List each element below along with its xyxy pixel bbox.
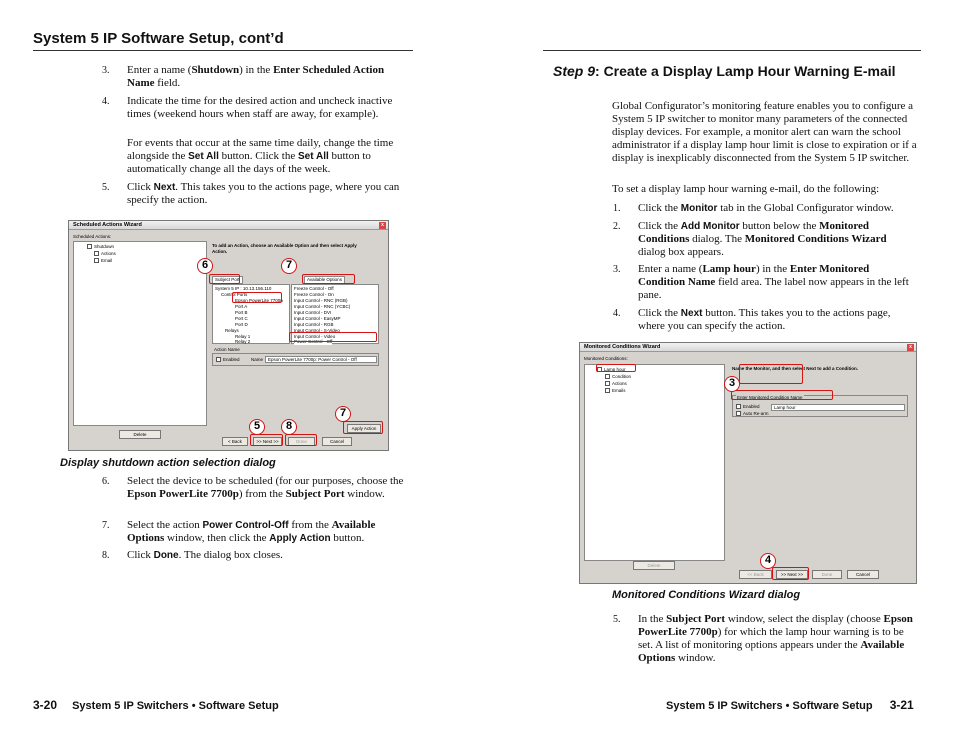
option-item[interactable]: Input Control - RNC (RGB)	[294, 298, 348, 303]
intro-paragraph: Global Configurator’s monitoring feature enables you to configure a System 5 IP switcher to monitor many parameters of the connected display devices. For example, a monitor alert can warn the school administrator if a display lamp hour limit is close to expiration or if a display is inexplicably disconnected from the System 5 IP switcher.	[612, 100, 917, 164]
callout-badge: 3	[724, 376, 740, 392]
highlight-power-off	[289, 332, 377, 342]
option-item[interactable]: Input Control - RGB	[294, 322, 334, 327]
highlight-name-field	[731, 390, 833, 400]
tree-item[interactable]: Condition	[605, 374, 631, 380]
done-button[interactable]: Done	[288, 437, 315, 446]
action-name-group	[212, 353, 379, 366]
right-step-2: 2. Click the Add Monitor button below the Monitored Conditions dialog. The Monitored Conditions Wizard dialog box appears.	[613, 220, 887, 258]
action-name-input[interactable]: Epson PowerLite 7700p: Power Control - Off	[265, 356, 377, 363]
port-item[interactable]: Port B	[235, 310, 248, 315]
tree-item[interactable]: Emails	[605, 388, 626, 394]
callout-badge: 6	[197, 258, 213, 274]
option-item[interactable]: Freeze Control - Off	[294, 286, 334, 291]
done-button[interactable]: Done	[812, 570, 842, 579]
figure-caption-left: Display shutdown action selection dialog	[60, 457, 276, 469]
name-label: Name	[251, 357, 264, 362]
left-step-5: 5. Click Next. This takes you to the actions page, where you can specify the action.	[102, 181, 400, 206]
option-item[interactable]: Input Control - DVI	[294, 310, 332, 315]
left-step-4: 4. Indicate the time for the desired action and uncheck inactive times (weekend hours when staff are away, for example).	[102, 95, 393, 120]
cancel-button[interactable]: Cancel	[847, 570, 879, 579]
next-button[interactable]: >> Next >>	[253, 437, 282, 446]
highlight-lamp-hour	[596, 364, 636, 372]
highlight-subject-port	[209, 274, 240, 284]
highlight-done	[285, 434, 317, 446]
monitored-conditions-tree[interactable]	[584, 364, 725, 561]
tree-item[interactable]: Shutdown	[87, 244, 114, 250]
instruction-text: Name the Monitor, and then select Next to add a Condition.	[732, 366, 859, 371]
left-step-7: 7. Select the action Power Control-Off from the Available Options window, then click the Apply Action button.	[102, 519, 376, 544]
option-item[interactable]: Input Control - EasyMP	[294, 316, 341, 321]
port-item[interactable]: Port A	[235, 304, 248, 309]
left-step-4-note: For events that occur at the same time daily, change the time alongside the Set All button. Click the Set All button to automatically change all the days of the week.	[127, 137, 394, 175]
enabled-checkbox[interactable]: Enabled	[216, 357, 240, 363]
dialog-titlebar: Scheduled Actions Wizard x	[69, 221, 388, 230]
port-item[interactable]: Epson PowerLite 7700p	[235, 298, 283, 303]
port-item[interactable]: Port D	[235, 322, 248, 327]
callout-badge: 7	[281, 258, 297, 274]
close-icon[interactable]: x	[907, 344, 914, 351]
back-button[interactable]: < Back	[222, 437, 248, 446]
port-item[interactable]: Control Ports	[221, 292, 248, 297]
footer-right: System 5 IP Switchers • Software Setup 3-21	[666, 698, 914, 712]
callout-badge: 5	[249, 419, 265, 435]
back-button[interactable]: << Back	[739, 570, 772, 579]
dialog-titlebar: Monitored Conditions Wizard x	[580, 343, 916, 352]
group-label: Scheduled Actions:	[73, 234, 112, 239]
close-icon[interactable]: x	[379, 222, 386, 229]
auto-rearm-checkbox[interactable]: Auto Re-arm	[736, 411, 769, 417]
action-name-label: Action Name	[214, 347, 240, 352]
right-step-1: 1. Click the Monitor tab in the Global Configurator window.	[613, 202, 894, 214]
instruction-text: To add an Action, choose an Available Option and then select Apply Action.	[212, 243, 357, 254]
port-item[interactable]: System 5 IP : 10.13.156.110	[215, 286, 272, 291]
option-item[interactable]: Input Control - Video	[294, 334, 336, 339]
subject-port-label: Subject Port	[212, 276, 243, 284]
step-9-title: Step 9: Create a Display Lamp Hour Warning E-mail	[553, 63, 896, 79]
heading-rule-right	[543, 50, 921, 51]
heading-rule-left	[33, 50, 413, 51]
highlight-next	[250, 434, 283, 446]
footer-left: 3-20 System 5 IP Switchers • Software Setup	[33, 698, 279, 712]
highlight-next	[772, 567, 809, 580]
delete-button[interactable]: Delete	[633, 561, 675, 570]
delete-button[interactable]: Delete	[119, 430, 161, 439]
page-heading-left: System 5 IP Software Setup, cont’d	[33, 30, 284, 47]
left-step-6: 6. Select the device to be scheduled (for our purposes, choose the Epson PowerLite 7700p) from the Subject Port window.	[102, 475, 404, 500]
group-label: Monitored Conditions:	[584, 356, 628, 361]
cancel-button[interactable]: Cancel	[322, 437, 352, 446]
option-item[interactable]: Input Control - RNC (YCBC)	[294, 304, 351, 309]
right-step-3: 3. Enter a name (Lamp hour) in the Enter Monitored Condition Name field area. The label now appears in the left pane.	[613, 263, 909, 301]
left-step-3: 3. Enter a name (Shutdown) in the Enter Scheduled Action Name field.	[102, 64, 385, 89]
option-item[interactable]: Input Control - S-Video	[294, 328, 340, 333]
condition-name-input[interactable]: Lamp hour	[771, 404, 905, 411]
apply-action-button[interactable]: Apply Action	[347, 424, 381, 433]
highlight-apply-action	[343, 421, 383, 434]
port-item[interactable]: Relay 1	[235, 334, 251, 339]
option-item[interactable]: Freeze Control - On	[294, 292, 334, 297]
tree-item[interactable]: Lamp hour	[597, 367, 626, 373]
right-step-5: 5. In the Subject Port window, select the display (choose Epson PowerLite 7700p) for which the lamp hour warning is to be set. A list of monitoring options appears under the Available Options window.	[613, 613, 913, 664]
highlight-epson-port	[232, 292, 282, 303]
highlight-available-options	[302, 274, 355, 284]
highlight-instruction	[739, 364, 803, 384]
tree-item[interactable]: Actions	[94, 251, 116, 257]
option-item-selected[interactable]: Power Control - Off	[294, 339, 333, 344]
scheduled-actions-tree[interactable]	[73, 241, 207, 426]
available-options-label: Available Options	[304, 276, 345, 284]
enabled-checkbox[interactable]: Enabled	[736, 404, 760, 410]
lead-paragraph: To set a display lamp hour warning e-mail, do the following:	[612, 183, 880, 195]
port-item[interactable]: Relays	[225, 328, 239, 333]
tree-item[interactable]: Email	[94, 258, 112, 264]
callout-badge: 8	[281, 419, 297, 435]
figure-caption-right: Monitored Conditions Wizard dialog	[612, 589, 801, 601]
callout-badge: 4	[760, 553, 776, 569]
port-item[interactable]: Port C	[235, 316, 248, 321]
next-button[interactable]: >> Next >>	[776, 570, 808, 579]
left-step-8: 8. Click Done. The dialog box closes.	[102, 549, 283, 561]
callout-badge: 7	[335, 406, 351, 422]
port-item[interactable]: Relay 2	[235, 339, 251, 344]
right-step-4: 4. Click the Next button. This takes you to the actions page, where you can specify the action.	[613, 307, 891, 332]
condition-name-label: Enter Monitored Condition Name	[737, 395, 803, 400]
tree-item[interactable]: Actions	[605, 381, 627, 387]
